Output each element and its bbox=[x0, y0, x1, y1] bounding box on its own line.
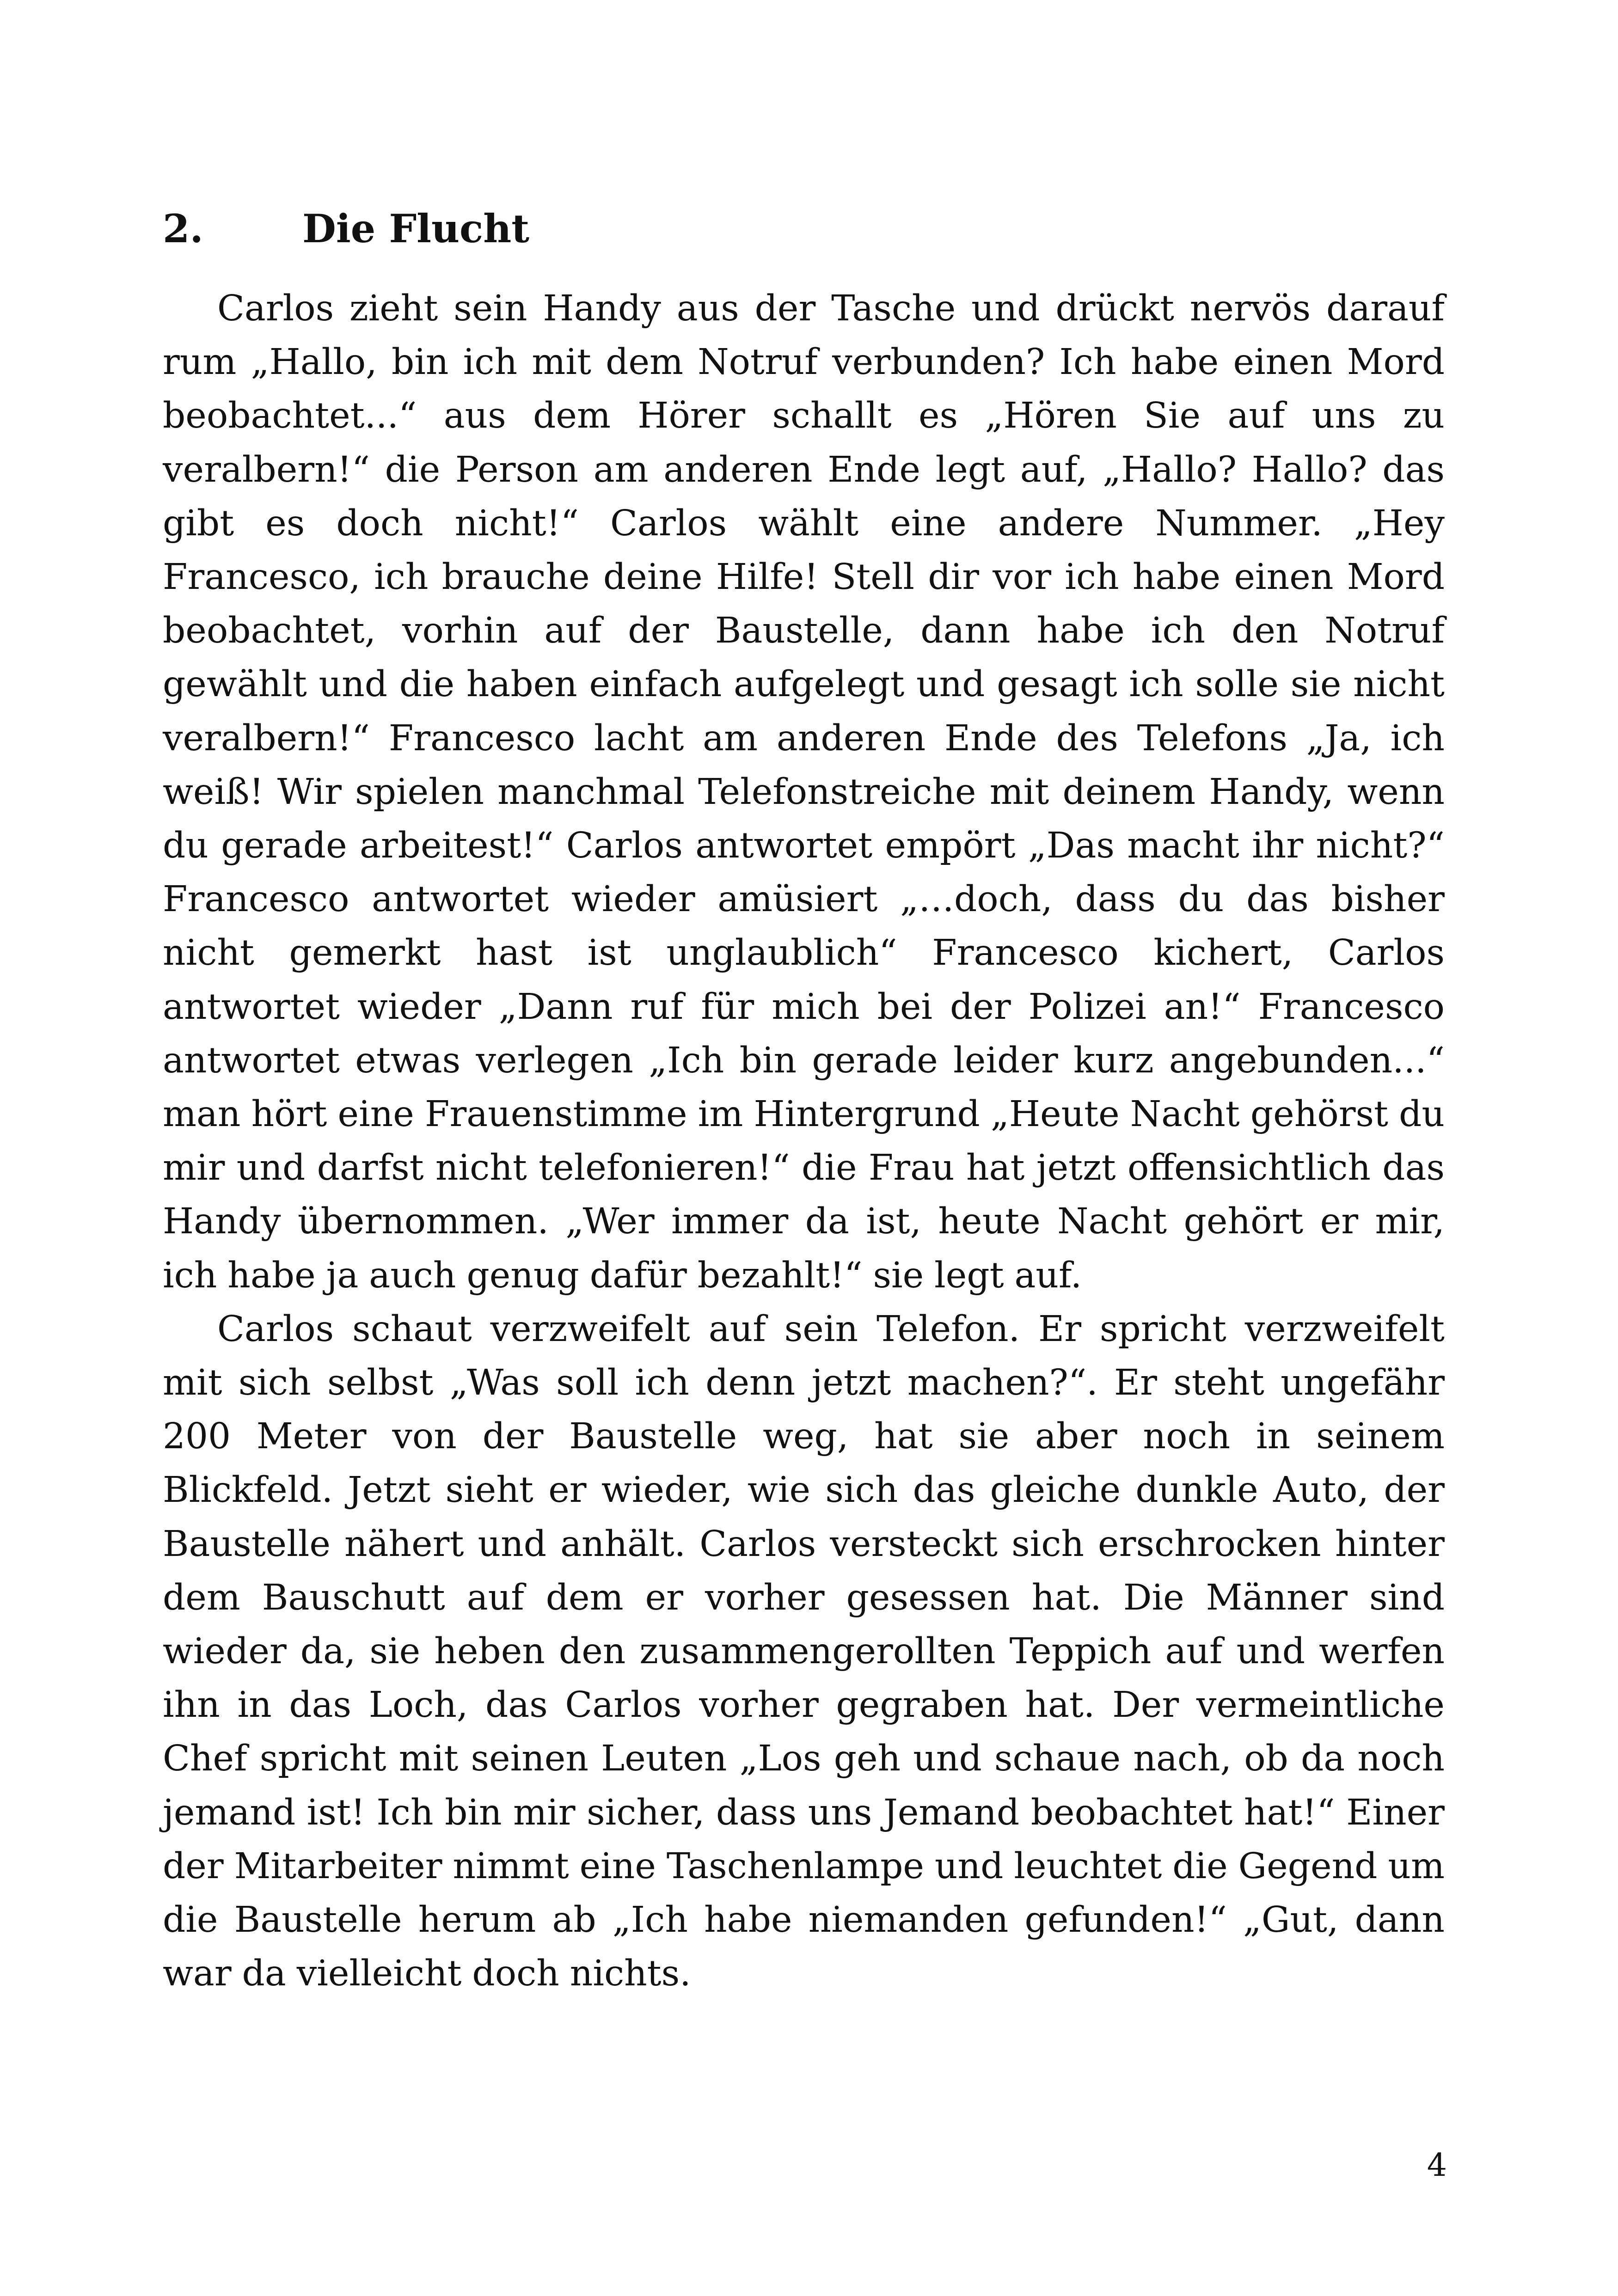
chapter-heading bbox=[163, 203, 1457, 254]
page-number: 4 bbox=[1427, 2147, 1447, 2184]
chapter-body bbox=[163, 282, 1445, 2001]
paragraph-2: Carlos schaut verzweifelt auf sein Telefon. Er spricht verzweifelt mit sich selbst „Was soll ich denn jetzt machen?“. Er steht ungefähr 200 Meter von der Baustelle weg, hat sie aber noch in seinem Blickfeld. Jetzt sieht er wieder, wie sich das gleiche dunkle Auto, der Baustelle nähert und anhält. Carlos versteckt sich erschrocken hinter dem Bauschutt auf dem er vorher gesessen hat. Die Männer sind wieder da, sie heben den zusammengerollten Teppich auf und werfen ihn in das Loch, das Carlos vorher gegraben hat. Der vermeintliche Chef spricht mit seinen Leuten „Los geh und schaue nach, ob da noch jemand ist! Ich bin mir sicher, dass uns Jemand beobachtet hat!“ Einer der Mitarbeiter nimmt eine Taschenlampe und leuchtet die Gegend um die Baustelle herum ab „Ich habe niemanden gefunden!“ „Gut, dann war da vielleicht doch nichts. bbox=[163, 1308, 1445, 1995]
chapter-number: 2. bbox=[163, 206, 203, 251]
chapter-title: Die Flucht bbox=[302, 206, 530, 251]
paragraph-1: Carlos zieht sein Handy aus der Tasche und drückt nervös darauf rum „Hallo, bin ich mit dem Notruf verbunden? Ich habe einen Mord beobachtet...“ aus dem Hörer schallt es „Hören Sie auf uns zu veralbern!“ die Person am anderen Ende legt auf, „Hallo? Hallo? das gibt es doch nicht!“ Carlos wählt eine andere Nummer. „Hey Francesco, ich brauche deine Hilfe! Stell dir vor ich habe einen Mord beobachtet, vorhin auf der Baustelle, dann habe ich den Notruf gewählt und die haben einfach aufgelegt und gesagt ich solle sie nicht veralbern!“ Francesco lacht am anderen Ende des Telefons „Ja, ich weiß! Wir spielen manchmal Telefonstreiche mit deinem Handy, wenn du gerade arbeitest!“ Carlos antwortet empört „Das macht ihr nicht?“ Francesco antwortet wieder amüsiert „…doch, dass du das bisher nicht gemerkt hast ist unglaublich“ Francesco kichert, Carlos antwortet wieder „Dann ruf für mich bei der Polizei an!“ Francesco antwortet etwas verlegen „Ich bin gerade leider kurz angebunden...“ man hört eine Frauenstimme im Hintergrund „Heute Nacht gehörst du mir und darfst nicht telefonieren!“ die Frau hat jetzt offensichtlich das Handy übernommen. „Wer immer da ist, heute Nacht gehört er mir, ich habe ja auch genug dafür bezahlt!“ sie legt auf. bbox=[163, 288, 1445, 1296]
